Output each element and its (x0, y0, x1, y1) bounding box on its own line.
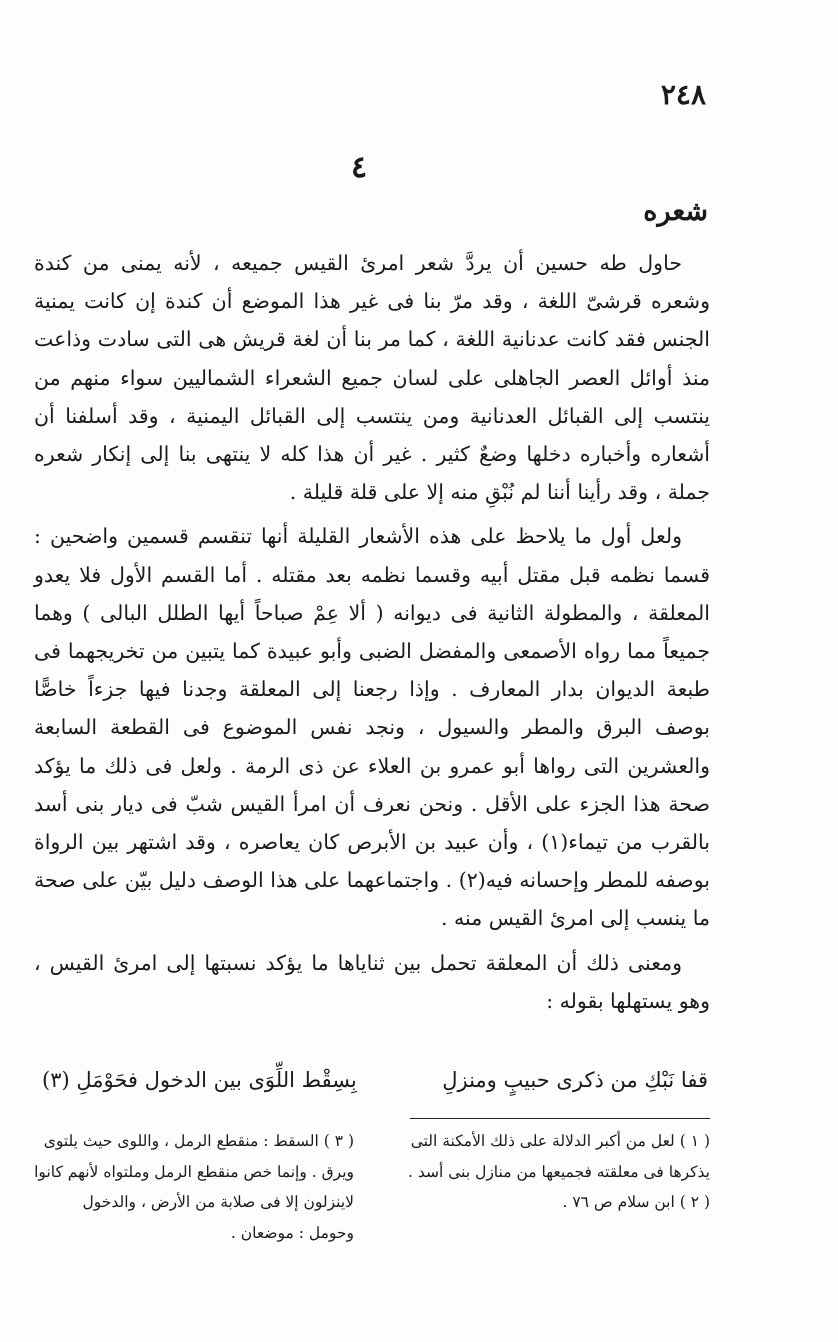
footnote-1: ( ١ ) لعل من أكبر الدلالة على ذلك الأمكنة التى يذكرها فى معلقته فجميعها من منازل بنى أسد . (408, 1132, 710, 1181)
paragraph-2: ولعل أول ما يلاحظ على هذه الأشعار القليلة أنها تنقسم قسمين واضحين : قسما نظمه قبل مقتل أبيه وقسما نظمه بعد مقتله . أما القسم الأول فلا يعدو المعلقة ، والمطولة الثانية فى ديوانه ( ألا عِمْ صباحاً أيها الطلل البالى ) وهما جميعاً مما رواه الأصمعى والمفضل الضبى وأبو عبيدة كما يتبين من تخريجهما فى طبعة الديوان بدار المعارف . وإذا رجعنا إلى المعلقة وجدنا فيها جزءاً خاصًّا بوصف البرق والمطر والسيول ، ونجد نفس الموضوع فى القطعة السابعة والعشرين التى رواها أبو عمرو بن العلاء عن ذى الرمة . ولعل فى ذلك ما يؤكد صحة هذا الجزء على الأقل . ونحن نعرف أن امرأ القيس شبّ فى ديار بنى أسد بالقرب من تيماء(١) ، وأن عبيد بن الأبرص كان يعاصره ، وقد اشتهر بين الرواة بوصفه للمطر وإحسانه فيه(٢) . واجتماعهما على هذا الوصف دليل بيّن على صحة ما ينسب إلى امرئ القيس منه . (34, 524, 710, 931)
footnote-3: ( ٣ ) السقط : منقطع الرمل ، واللوى حيث يلتوى ويرق . وإنما خص منقطع الرمل وملتواه لأنهم كانوا لاينزلون إلا فى صلابة من الأرض ، والدخول وحومل : موضعان . (34, 1132, 354, 1242)
section-title: شعره (643, 196, 708, 227)
page-number: ٢٤٨ (660, 78, 706, 111)
verse-line (32, 1060, 708, 1100)
section-number: ٤ (350, 150, 368, 185)
footnote-divider (410, 1118, 710, 1119)
body-text (34, 244, 710, 1020)
footnotes-right-column (390, 1126, 710, 1218)
paragraph-3: ومعنى ذلك أن المعلقة تحمل بين ثناياها ما يؤكد نسبتها إلى امرئ القيس ، وهو يستهلها بقوله : (34, 950, 710, 1013)
verse-hemistich-first: قفا نَبْكِ من ذكرى حبيبٍ ومنزلِ (442, 1068, 708, 1092)
verse-hemistich-second: بِسِقْط اللِّوَى بين الدخول فحَوْمَلِ (٣) (42, 1068, 357, 1092)
footnotes-left-column (34, 1126, 354, 1248)
footnote-2: ( ٢ ) ابن سلام ص ٧٦ . (562, 1193, 710, 1211)
paragraph-1: حاول طه حسين أن يردَّ شعر امرئ القيس جميعه ، لأنه يمنى من كندة وشعره قرشىّ اللغة ، وقد مرّ بنا فى غير هذا الموضع أن كندة إن كانت يمنية الجنس فقد كانت عدنانية اللغة ، كما مر بنا أن لغة قريش هى التى سادت وذاعت منذ أوائل العصر الجاهلى على لسان جميع الشعراء الشماليين سواء منهم من ينتسب إلى القبائل العدنانية ومن ينتسب إلى القبائل اليمنية ، وقد أسلفنا أن أشعاره وأخباره دخلها وضعٌ كثير . غير أن هذا كله لا ينتهى بنا إلى إنكار شعره جملة ، وقد رأينا أننا لم نُبْقِ منه إلا على قلة قليلة . (34, 251, 710, 505)
